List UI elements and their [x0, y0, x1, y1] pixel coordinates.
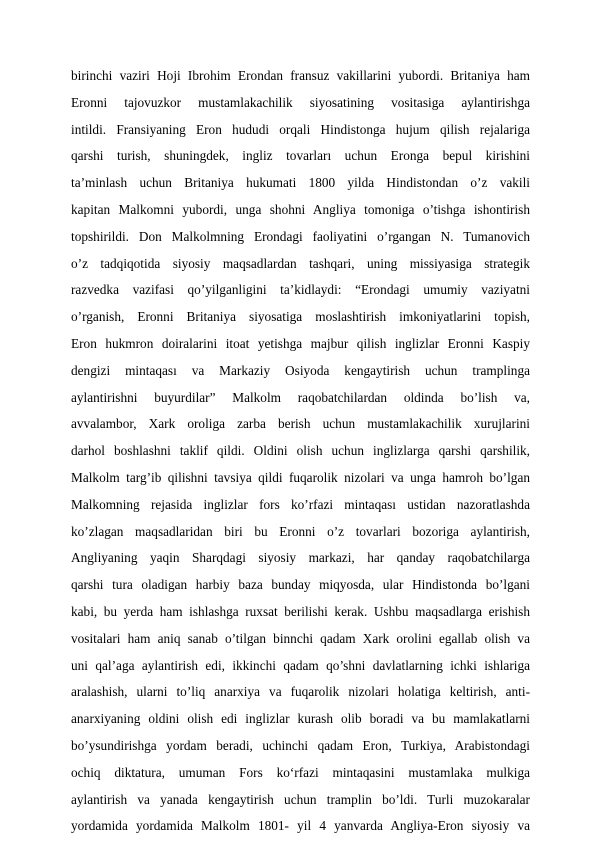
- text-line: qarshi turish, shuningdek, ingliz tovarları uchun Eronga bepul kirishini: [71, 148, 530, 164]
- text-line: intildi. Fransiyaning Eron hududi orqali Hindistonga hujum qilish rejalariga: [71, 121, 530, 137]
- text-line: qarshi tura oladigan harbiy baza bunday miqyosda, ular Hindistonda bo’lgani: [71, 577, 530, 593]
- text-line: kabi, bu yerda ham ishlashga ruxsat berilishi kerak. Ushbu maqsadlarga erishish: [71, 603, 530, 619]
- text-line: aralashish, ularni to’liq anarxiya va fuqarolik nizolari holatiga keltirish, anti-: [71, 684, 530, 700]
- text-line: ta’minlash uchun Britaniya hukumati 1800 yilda Hindistondan o’z vakili: [71, 175, 530, 191]
- text-line: ko’zlagan maqsadlaridan biri bu Eronni o’z tovarlari bozoriga aylantirish,: [71, 523, 530, 539]
- text-line: anarxiyaning oldini olish edi inglizlar kurash olib boradi va bu mamlakatlarni: [71, 711, 530, 727]
- text-line: razvedka vazifasi qo’yilganligini ta’kidlaydi: “Erondagi umumiy vaziyatni: [71, 282, 530, 298]
- text-line: vositalari ham aniq sanab o’tilgan binnchi qadam Xark orolini egallab olish va: [71, 630, 530, 646]
- text-line: Malkolm targ’ib qilishni tavsiya qildi fuqarolik nizolari va unga hamroh bo’lgan: [71, 469, 530, 485]
- text-line: dengizi mintaqası va Markaziy Osiyoda kengaytirish uchun tramplinga: [71, 362, 530, 378]
- text-line: kapitan Malkomni yubordi, unga shohni Angliya tomoniga o’tishga ishontirish: [71, 201, 530, 217]
- text-line: aylantirishni buyurdilar” Malkolm raqobatchilardan oldinda bo’lish va,: [71, 389, 530, 405]
- text-line: birinchi vaziri Hoji Ibrohim Erondan fransuz vakillarini yubordi. Britaniya ham: [71, 68, 530, 83]
- text-line: Eron hukmron doiralarini itoat yetishga majbur qilish inglizlar Eronni Kaspiy: [71, 335, 530, 351]
- text-line: aylantirish va yanada kengaytirish uchun tramplin bo’ldi. Turli muzokaralar: [71, 791, 530, 807]
- text-line: uni qal’aga aylantirish edi, ikkinchi qadam qo’shni davlatlarning ichki ishlariga: [71, 657, 530, 673]
- text-line: bo’ysundirishga yordam beradi, uchinchi qadam Eron, Turkiya, Arabistondagi: [71, 737, 530, 753]
- text-line: yordamida yordamida Malkolm 1801- yil 4 yanvarda Angliya-Eron siyosiy va: [71, 818, 530, 834]
- text-line: ochiq diktatura, umuman Fors ko‘rfazi mintaqasini mustamlaka mulkiga: [71, 764, 530, 780]
- text-line: topshirildi. Don Malkolmning Erondagi faoliyatini o’rgangan N. Tumanovich: [71, 228, 530, 244]
- text-line: o’z tadqiqotida siyosiy maqsadlardan tashqari, uning missiyasiga strategik: [71, 255, 530, 271]
- text-line: Angliyaning yaqin Sharqdagi siyosiy markazi, har qanday raqobatchilarga: [71, 550, 530, 566]
- body-text: [71, 63, 530, 840]
- text-line: o’rganish, Eronni Britaniya siyosatiga moslashtirish imkoniyatlarini topish,: [71, 309, 530, 325]
- text-line: Eronni tajovuzkor mustamlakachilik siyosatining vositasiga aylantirishga: [71, 94, 530, 110]
- text-line: Malkomning rejasida inglizlar fors ko’rfazi mintaqası ustidan nazoratlashda: [71, 496, 530, 512]
- text-line: darhol boshlashni taklif qildi. Oldini olish uchun inglizlarga qarshi qarshilik,: [71, 443, 530, 459]
- text-line: avvalambor, Xark oroliga zarba berish uchun mustamlakachilik xurujlarini: [71, 416, 530, 432]
